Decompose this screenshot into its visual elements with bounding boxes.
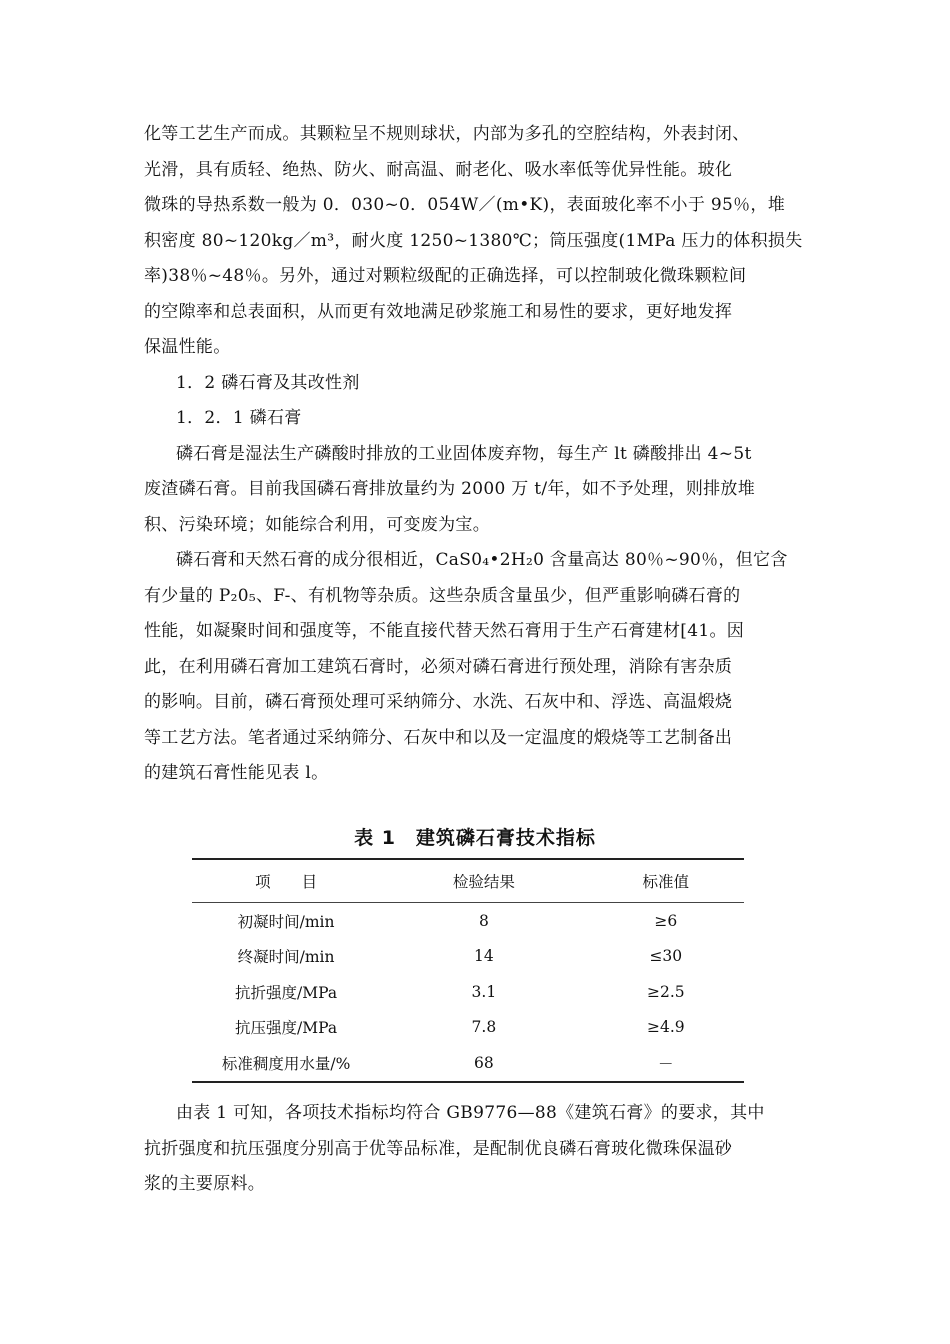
text-line: 抗折强度和抗压强度分别高于优等品标准，是配制优良磷石膏玻化微珠保温砂	[144, 1138, 733, 1159]
text-line: 保温性能。	[144, 337, 231, 357]
table-row	[192, 903, 744, 939]
text-line: 磷石膏是湿法生产磷酸时排放的工业固体废弃物，每生产 lt 磷酸排出 4~5t	[176, 443, 752, 464]
text-line: 此，在利用磷石膏加工建筑石膏时，必须对磷石膏进行预处理，消除有害杂质	[144, 656, 733, 677]
text-line: 的建筑石膏性能见表 l。	[144, 763, 329, 783]
spec-table-wrapper	[192, 858, 744, 1083]
text-line: 磷石膏和天然石膏的成分很相近，CaS0₄•2H₂0 含量高达 80％~90％，但它含	[176, 550, 788, 570]
cell-item: 抗压强度/MPa	[235, 1019, 338, 1038]
body-text-top	[144, 117, 812, 792]
subsection-heading: 1．2．1 磷石膏	[176, 408, 302, 428]
text-line: 光滑，具有质轻、绝热、防火、耐高温、耐老化、吸水率低等优异性能。玻化	[144, 159, 733, 180]
text-line: 有少量的 P₂0₅、F-、有机物等杂质。这些杂质含量虽少，但严重影响磷石膏的	[144, 585, 741, 606]
spec-table	[192, 858, 744, 1083]
cell-standard: ≥4.9	[646, 1018, 685, 1037]
text-line: 由表 1 可知，各项技术指标均符合 GB9776—88《建筑石膏》的要求，其中	[176, 1103, 765, 1123]
cell-item: 终凝时间/min	[237, 948, 335, 967]
text-line: 的空隙率和总表面积，从而更有效地满足砂浆施工和易性的要求，更好地发挥	[144, 301, 733, 322]
header-standard: 标准值	[642, 873, 690, 891]
text-line: 微珠的导热系数一般为 0．030~0．054W／(m•K)，表面玻化率不小于 95％，堆	[144, 195, 785, 215]
cell-item: 标准稠度用水量/%	[221, 1054, 351, 1073]
table-row	[192, 1010, 744, 1046]
text-line: 废渣磷石膏。目前我国磷石膏排放量约为 2000 万 t/年，如不予处理，则排放堆	[144, 479, 756, 499]
body-text-bottom	[144, 1096, 812, 1203]
table-header-row	[192, 859, 744, 903]
cell-result: 3.1	[471, 982, 497, 1001]
cell-result: 14	[474, 947, 494, 966]
text-line: 浆的主要原料。	[144, 1174, 266, 1194]
text-line: 积、污染环境；如能综合利用，可变废为宝。	[144, 514, 490, 535]
header-item: 项 目	[255, 873, 318, 891]
text-line: 等工艺方法。笔者通过采纳筛分、石灰中和以及一定温度的煅烧等工艺制备出	[144, 727, 733, 748]
header-result: 检验结果	[452, 873, 515, 891]
cell-standard: ≥2.5	[646, 982, 685, 1001]
cell-standard: ≥6	[654, 911, 678, 930]
cell-result: 8	[478, 911, 489, 930]
table-row	[192, 1045, 744, 1082]
text-line: 性能，如凝聚时间和强度等，不能直接代替天然石膏用于生产石膏建材[41。因	[144, 621, 745, 641]
cell-item: 抗折强度/MPa	[235, 983, 338, 1002]
section-heading: 1．2 磷石膏及其改性剂	[176, 372, 360, 393]
text-line: 率)38％~48％。另外，通过对颗粒级配的正确选择，可以控制玻化微珠颗粒间	[144, 266, 747, 286]
cell-standard: －	[658, 1054, 674, 1073]
table-caption: 表 1 建筑磷石膏技术指标	[354, 827, 596, 849]
text-line: 积密度 80~120kg／m³，耐火度 1250~1380℃；筒压强度(1MPa 压力的体积损失	[144, 230, 803, 251]
table-row	[192, 974, 744, 1010]
cell-standard: ≤30	[649, 947, 683, 966]
cell-result: 7.8	[471, 1018, 497, 1037]
cell-result: 68	[474, 1053, 494, 1072]
text-line: 化等工艺生产而成。其颗粒呈不规则球状，内部为多孔的空腔结构，外表封闭、	[144, 124, 750, 144]
text-line: 的影响。目前，磷石膏预处理可采纳筛分、水洗、石灰中和、浮选、高温煅烧	[144, 692, 733, 712]
cell-item: 初凝时间/min	[237, 912, 335, 931]
table-row	[192, 939, 744, 975]
